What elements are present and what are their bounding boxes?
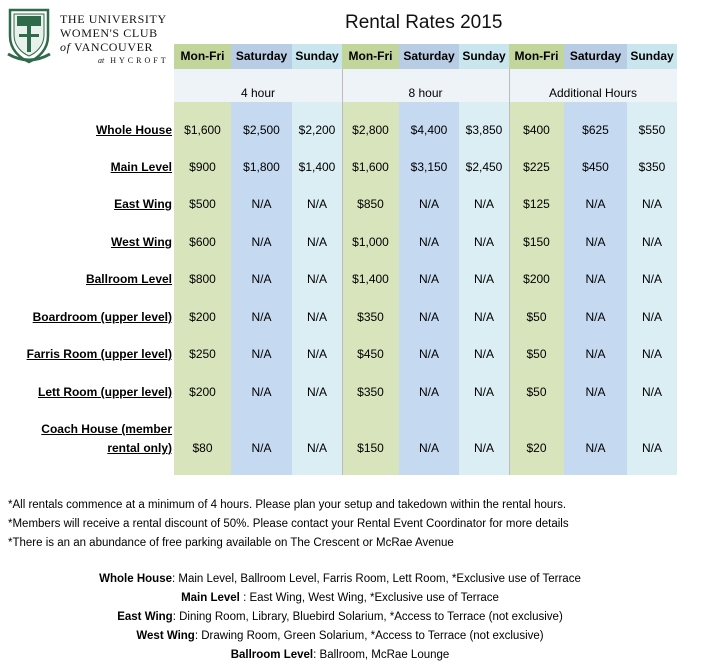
row-label-ballroom-level: Ballroom Level [85, 272, 172, 286]
legend-term: Main Level [181, 592, 240, 604]
rate-cell: $625 [582, 123, 609, 137]
legend-item [0, 608, 680, 627]
note: *All rentals commence at a minimum of 4 hours. Please plan your setup and takedown within the rental hours. [8, 499, 567, 511]
legend-term: Ballroom Level [230, 649, 314, 661]
rate-cell: N/A [306, 385, 327, 399]
row-label-boardroom: Boardroom (upper level) [32, 310, 172, 324]
col-bg-5 [399, 44, 459, 475]
rate-cell: N/A [251, 441, 272, 455]
col-bg-6 [459, 44, 509, 475]
day-header: Mon-Fri [348, 49, 393, 63]
rate-cell: $1,000 [352, 235, 389, 249]
rate-cell: N/A [641, 272, 662, 286]
col-bg-3 [292, 44, 342, 475]
rate-cell: $1,400 [352, 272, 389, 286]
day-header: Sunday [295, 49, 339, 63]
day-header: Saturday [403, 49, 455, 63]
rate-cell: N/A [306, 272, 327, 286]
rate-cell: $2,450 [465, 160, 503, 174]
rate-cell: N/A [641, 385, 662, 399]
rate-cell: $150 [523, 235, 550, 249]
rate-cell: N/A [251, 347, 272, 361]
day-header: Sunday [630, 49, 674, 63]
rate-cell: $200 [523, 272, 550, 286]
row-label-coach-house-line-2: rental only) [107, 441, 172, 455]
rate-cell: $125 [523, 197, 550, 211]
note: *Members will receive a rental discount of 50%. Please contact your Rental Event Coordinator for more details [8, 518, 569, 530]
rate-cell: N/A [585, 197, 606, 211]
col-bg-7 [509, 44, 564, 475]
row-label-west-wing: West Wing [110, 235, 172, 249]
legend-desc: : Drawing Room, Green Solarium, *Access to Terrace (not exclusive) [194, 630, 544, 642]
legend-desc: : Dining Room, Library, Bluebird Solarium, *Access to Terrace (not exclusive) [172, 611, 563, 623]
rate-cell: N/A [473, 441, 494, 455]
col-bg-4 [342, 44, 399, 475]
rate-cell: $2,200 [298, 123, 336, 137]
rate-cell: N/A [473, 385, 494, 399]
rate-cell: $1,600 [352, 160, 389, 174]
rate-cell: N/A [641, 347, 662, 361]
rate-cell: N/A [585, 310, 606, 324]
rate-cell: N/A [306, 197, 327, 211]
rate-cell: N/A [251, 272, 272, 286]
row-label-lett-room: Lett Room (upper level) [37, 385, 172, 399]
rate-cell: N/A [585, 347, 606, 361]
rate-cell: $80 [192, 441, 213, 455]
club-logo [6, 6, 196, 68]
rate-cell: $20 [526, 441, 547, 455]
logo-line-3-prefix: of [60, 40, 71, 54]
rate-cell: $3,850 [465, 123, 503, 137]
rate-cell: $500 [189, 197, 216, 211]
rate-cell: N/A [641, 197, 662, 211]
rate-cell: N/A [306, 310, 327, 324]
row-label-whole-house: Whole House [95, 123, 172, 137]
legend-term: East Wing [117, 611, 173, 623]
rate-cell: N/A [418, 310, 439, 324]
legend-item [0, 646, 680, 665]
group-header-4-hour: 4 hour [240, 86, 276, 100]
legend-item [0, 589, 680, 608]
legend-desc: : Ballroom, McRae Lounge [313, 649, 450, 661]
rate-cell: N/A [585, 385, 606, 399]
day-header: Saturday [569, 49, 622, 63]
rate-cell: $150 [357, 441, 384, 455]
day-header: Saturday [235, 49, 288, 63]
col-bg-2 [231, 44, 292, 475]
rate-cell: $450 [582, 160, 609, 174]
rate-cell: $50 [526, 310, 547, 324]
rate-cell: $550 [638, 123, 666, 137]
note: *There is an an abundance of free parking available on The Crescent or McRae Avenue [8, 537, 454, 549]
rate-cell: N/A [251, 235, 272, 249]
rate-cell: N/A [641, 235, 662, 249]
rate-cell: $350 [357, 385, 384, 399]
rate-cell: N/A [585, 235, 606, 249]
rate-cell: N/A [418, 441, 439, 455]
rate-cell: $800 [189, 272, 216, 286]
row-label-east-wing: East Wing [114, 197, 172, 211]
legend-desc: : East Wing, West Wing, *Exclusive use of Terrace [239, 592, 499, 604]
rate-cell: $450 [357, 347, 384, 361]
day-header: Sunday [462, 49, 506, 63]
rate-cell: N/A [418, 272, 439, 286]
legend-desc: : Main Level, Ballroom Level, Farris Room, Lett Room, *Exclusive use of Terrace [172, 573, 581, 585]
logo-line-3: VANCOUVER [73, 40, 154, 54]
group-header-8-hour: 8 hour [408, 86, 443, 100]
logo-line-4: HYCROFT [110, 56, 169, 65]
page-title: Rental Rates 2015 [345, 12, 503, 33]
area-legend [0, 570, 680, 665]
legend-item [0, 570, 680, 589]
rate-cell: N/A [251, 310, 272, 324]
rate-cell: $50 [526, 347, 547, 361]
rate-cell: $2,800 [352, 123, 389, 137]
row-label-farris-room: Farris Room (upper level) [26, 347, 172, 361]
rate-cell: $4,400 [410, 123, 448, 137]
col-bg-1 [174, 44, 231, 475]
rate-cell: N/A [251, 385, 272, 399]
col-bg-9 [627, 44, 677, 475]
row-label-coach-house-line-1: Coach House (member [41, 422, 172, 436]
rate-cell: $1,400 [298, 160, 336, 174]
rate-cell: N/A [473, 235, 494, 249]
rate-cell: N/A [418, 385, 439, 399]
rate-cell: $1,800 [243, 160, 280, 174]
legend-item [0, 627, 680, 646]
rate-cell: $3,150 [410, 160, 448, 174]
rate-cell: N/A [473, 310, 494, 324]
rate-cell: N/A [251, 197, 272, 211]
group-header-additional-hours: Additional Hours [548, 86, 638, 100]
rate-cell: N/A [473, 197, 494, 211]
rate-cell: N/A [473, 272, 494, 286]
rate-cell: N/A [473, 347, 494, 361]
legend-term: West Wing [136, 630, 195, 642]
rate-cell: $2,500 [243, 123, 280, 137]
notes [8, 496, 569, 553]
rate-cell: N/A [641, 310, 662, 324]
rate-cell: N/A [418, 347, 439, 361]
rate-cell: N/A [306, 235, 327, 249]
rate-cell: $250 [189, 347, 216, 361]
rate-cell: $350 [638, 160, 666, 174]
rate-cell: N/A [306, 441, 327, 455]
logo-line-1: THE UNIVERSITY [60, 12, 167, 26]
rate-cell: N/A [306, 347, 327, 361]
col-bg-8 [564, 44, 627, 475]
day-header: Mon-Fri [180, 49, 225, 63]
rate-cell: N/A [585, 441, 606, 455]
rate-cell: N/A [418, 235, 439, 249]
rate-cell: $200 [189, 385, 216, 399]
rate-cell: $50 [526, 385, 547, 399]
rate-cell: N/A [641, 441, 662, 455]
legend-term: Whole House [99, 573, 172, 585]
rate-cell: $600 [189, 235, 216, 249]
rate-cell: $225 [523, 160, 550, 174]
logo-line-2: WOMEN'S CLUB [60, 26, 158, 40]
rate-cell: $900 [189, 160, 216, 174]
rate-cell: $400 [523, 123, 550, 137]
row-label-main-level: Main Level [110, 160, 172, 174]
rate-cell: $850 [357, 197, 384, 211]
rate-cell: $350 [357, 310, 384, 324]
rate-cell: $1,600 [184, 123, 221, 137]
crest-icon [6, 6, 52, 66]
rate-cell: N/A [585, 272, 606, 286]
rate-cell: N/A [418, 197, 439, 211]
rate-cell: $200 [189, 310, 216, 324]
day-header: Mon-Fri [514, 49, 559, 63]
logo-line-4-prefix: at [98, 56, 105, 65]
